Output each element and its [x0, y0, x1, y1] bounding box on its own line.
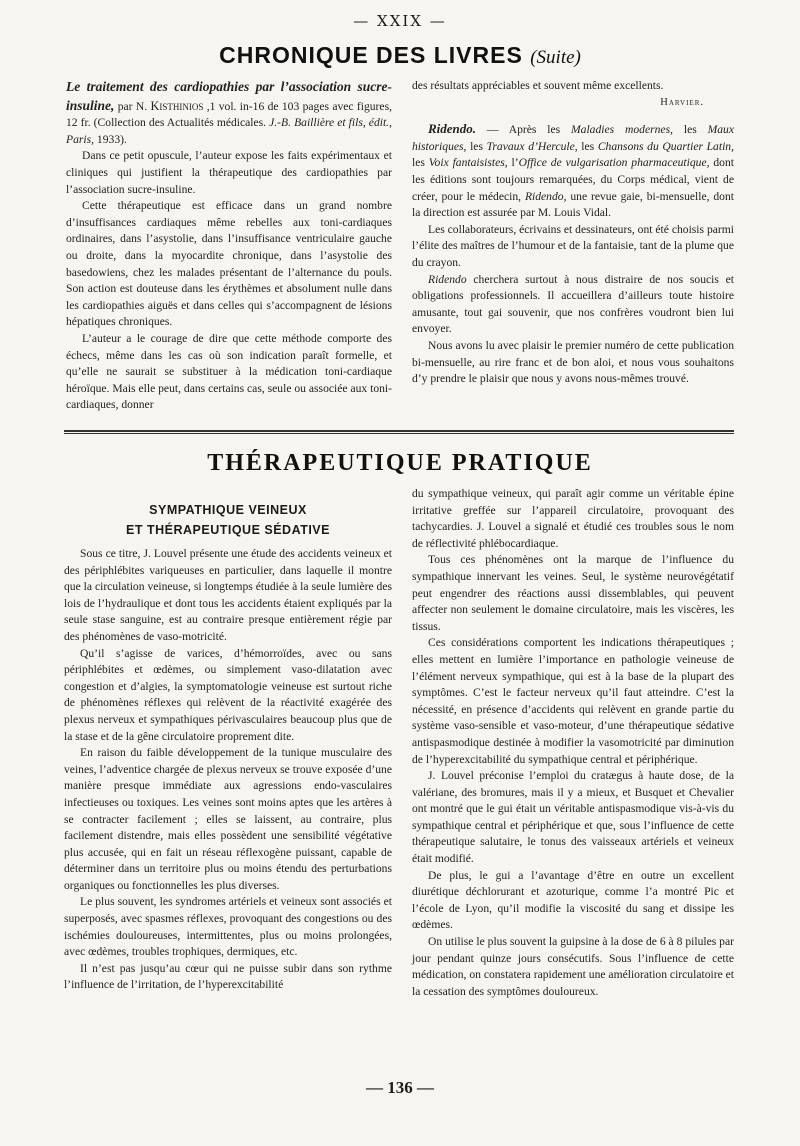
- book2-text-b: , les: [670, 123, 708, 137]
- article-column-right: [412, 486, 734, 1000]
- chronique-column-left: [66, 78, 392, 414]
- book2-paragraph-1: [412, 121, 734, 222]
- book2-paragraph-2: Les collaborateurs, écrivains et dessinateurs, ont été choisis parmi l’élite des maîtres de l’humour et de la fantaisie, tant de la plume que du crayon.: [412, 222, 734, 269]
- section-divider: [64, 430, 734, 434]
- book2-title-office: Office de vulgarisation pharmaceutique: [518, 156, 707, 170]
- book2-title-voix: Voix fantaisistes: [428, 156, 505, 170]
- book2-text-a: — Après les: [476, 123, 571, 137]
- article-paragraph-9: De plus, le gui a l’avantage d’être en outre un excellent diurétique déchlorurant et azoturique, comme l’a montré Pic et l’école de Lyon, qu’il modifie la viscosité du sang et dissipe les œdèmes.: [412, 868, 734, 932]
- book1-by: par N.: [114, 99, 151, 113]
- page-number: — 136 —: [366, 1078, 434, 1097]
- roman-folio: — XXIX —: [353, 12, 447, 30]
- chronique-suite: (Suite): [530, 47, 581, 68]
- book1-author: Kisthinios: [150, 98, 204, 113]
- article-paragraph-5: Il n’est pas jusqu’au cœur qui ne puisse subir dans son rythme l’influence de l’irritation, de l’hyperexcitabilité: [64, 961, 392, 992]
- article-paragraph-6: Tous ces phénomènes ont la marque de l’influence du sympathique innervant les veines. Seul, le système neurovégétatif peut engendrer des réactions aussi dissemblables, qui peuvent affecter non seulement le domaine circulatoire, mais les viscères, les tissus.: [412, 553, 734, 633]
- book2-paragraph-3: [412, 272, 734, 338]
- book2-title-travaux: Travaux d’Hercule: [486, 139, 575, 153]
- book2-title-chansons: Chansons du Quartier Latin: [597, 139, 732, 153]
- article-paragraph-5-continued: du sympathique veineux, qui paraît agir comme un véritable épine irritative greffée sur l’appareil circulatoire, provoquant des tachycardies. J. Louvel a signalé et étudié ces troubles sous le nom de réflectivité phlébocardiaque.: [412, 487, 734, 550]
- book2-title-maux: Maux historiques: [412, 123, 734, 153]
- chronique-column-right: [412, 78, 734, 388]
- book2-text-d: , les: [574, 139, 598, 153]
- book1-paragraph-1: Dans ce petit opuscule, l’auteur expose les faits expérimentaux et cliniques qui justifient la thérapeutique des cardiopathies par l’association sucre-insuline.: [66, 149, 392, 196]
- book2-text-h: , une revue gaie, bi-mensuelle, dont la direction est assurée par M. Louis Vidal.: [412, 189, 734, 220]
- book1-signature: Harvier.: [660, 96, 704, 108]
- chronique-title: [0, 42, 800, 69]
- book1-year: , 1933).: [91, 132, 127, 146]
- article-paragraph-3: En raison du faible développement de la tunique musculaire des veines, l’adventice chargée de plexus nerveux se trouve exposée d’une manière presque immédiate aux agressions endo-vasculaires infectieuses ou toxiques. Les veines sont moins aptes que les artères à se contracter facilement ; elles se laissent, au contraire, plus facilement distendre, mais elles possèdent une sensibilité végétative plus accusée, qui en fait un réseau réflexogène puissant, capable de déterminer dans un territoire plus ou moins étendu des perturbations organiques ou fonctionnelles les plus diverses.: [64, 746, 392, 892]
- article-paragraph-1: Sous ce titre, J. Louvel présente une étude des accidents veineux et des périphlébites variqueuses en particulier, dans laquelle il montre que la circulation veineuse, si longtemps étudiée à la seule lumière des lois de l’hydraulique et dont tous les accidents étaient expliqués par la seule stase sanguine, est au contraire presque entièrement régie par des phénomènes de vaso-motricité.: [64, 547, 392, 643]
- therapeutique-title: THÉRAPEUTIQUE PRATIQUE: [207, 450, 593, 476]
- book2-text-g: , dont les éditions sont toujours remarquées, du Corps médical, vient de créer, pour le médecin,: [412, 156, 734, 203]
- article-subheading: [64, 500, 392, 540]
- book1-publisher: J.-B. Baillière et fils, édit., Paris: [66, 116, 392, 146]
- subheading-line-1: SYMPATHIQUE VEINEUX: [149, 503, 307, 517]
- book2-paragraph-4: Nous avons lu avec plaisir le premier numéro de cette publication bi-mensuelle, au rire franc et de bon aloi, et nous vous souhaitons d’y prendre le plaisir que nous y avons nous-mêmes trouvé.: [412, 338, 734, 386]
- article-paragraph-7: Ces considérations comportent les indications thérapeutiques ; elles mettent en lumière l’importance en pathologie veineuse de l’élément nerveux sympathique, qui est à la base de la plupart des symptômes. C’est le facteur nerveux qu’il faut atteindre. C’est la nécessité, en présence d’accidents qui relèvent en grande partie du système vaso-sensible et vaso-moteur, d’une thérapeutique sédative antispasmodique destinée à modifier la vasomotricité par diminution de l’hyperexcitabilité du sympathique central et périphérique.: [412, 636, 734, 766]
- chronique-title-text: CHRONIQUE DES LIVRES: [219, 42, 523, 68]
- book2-ridendo-ref: Ridendo: [428, 272, 467, 286]
- book2-paragraph-3-text: cherchera surtout à nous distraire de nos soucis et obligations professionnels. Il accueillera d’ailleurs toute histoire amusante, tout gai souvenir, que nos confrères voudront bien lui envoyer.: [412, 272, 734, 336]
- book1-details: ,1 vol. in-16 de 103 pages avec figures, 12 fr. (Collection des Actualités médicales.: [66, 99, 392, 130]
- subheading-line-2: ET THÉRAPEUTIQUE SÉDATIVE: [126, 523, 330, 537]
- book2-title-ridendo: Ridendo: [524, 189, 564, 203]
- book1-paragraph-3-continued: des résultats appréciables et souvent même excellents.: [412, 79, 664, 92]
- book2-text-f: , l’: [504, 156, 519, 170]
- article-paragraph-4: Le plus souvent, les syndromes artériels et veineux sont associés et superposés, avec spasmes réflexes, provoquant des congestions ou des ischémies douloureuses, intermittentes, plus ou moins prolongées, avec œdèmes, troubles trophiques, dermiques, etc.: [64, 895, 392, 959]
- article-paragraph-2: Qu’il s’agisse de varices, d’hémorroïdes, avec ou sans périphlébites et œdèmes, ou simplement vaso-dilatation avec congestion et d’algies, la symptomatologie veineuse est surtout riche de phénomènes réflexes qui relèvent de la réactivité exagérée des plexus nerveux et sympathiques périvasculaires beaucoup plus que de la stase et de la gêne circulatoire proprement dite.: [64, 646, 392, 743]
- article-paragraph-8: J. Louvel préconise l’emploi du cratægus à haute dose, de la valériane, des bromures, mais il y a mieux, et Busquet et Chevalier ont montré que le gui était un véritable antispasmodique vis-à-vis du sympathique central et périphérique et que, sous l’influence de cette thérapeutique salutaire, le tonus des vaisseaux artériels et veineux était modifié.: [412, 769, 734, 866]
- book1-lead: [66, 78, 392, 148]
- book1-title: Le traitement des cardiopathies par l’association sucre-insuline,: [66, 79, 392, 113]
- book2-title: Ridendo.: [428, 121, 477, 137]
- book1-paragraph-3: L’auteur a le courage de dire que cette méthode comporte des échecs, même dans les cas où son indication paraît formelle, et qu’elle ne saurait se substituer à la médication toni-cardiaque héroïque. Mais elle peut, dans certains cas, seule ou associée aux toni-cardiaques, donner: [66, 331, 392, 412]
- book2-title-maladies: Maladies modernes: [571, 123, 671, 137]
- article-paragraph-10: On utilise le plus souvent la guipsine à la dose de 6 à 8 pilules par jour pendant quinze jours consécutifs. Sous l’influence de cette médication, on constatera rapidement une amélioration circulatoire et la cessation des symptômes douloureux.: [412, 935, 734, 998]
- book2-text-e: , les: [412, 139, 734, 170]
- article-column-left: [64, 546, 392, 994]
- book1-paragraph-2: Cette thérapeutique est efficace dans un grand nombre d’insuffisances cardiaques même rebelles aux toni-cardiaques ordinaires, dans l’asystolie, dans l’insuffisance ventriculaire gauche ou droite, dans la myocardite chronique, dans l’asystolie des basedowiens, chez les malades présentant de l’alternance du pouls. Son action est douteuse dans les érythèmes et absolument nulle dans les cardiopathies aiguës et dans celles qui s’accompagnent de lésions hépatiques chroniques.: [66, 199, 392, 329]
- book2-text-c: , les: [463, 139, 487, 153]
